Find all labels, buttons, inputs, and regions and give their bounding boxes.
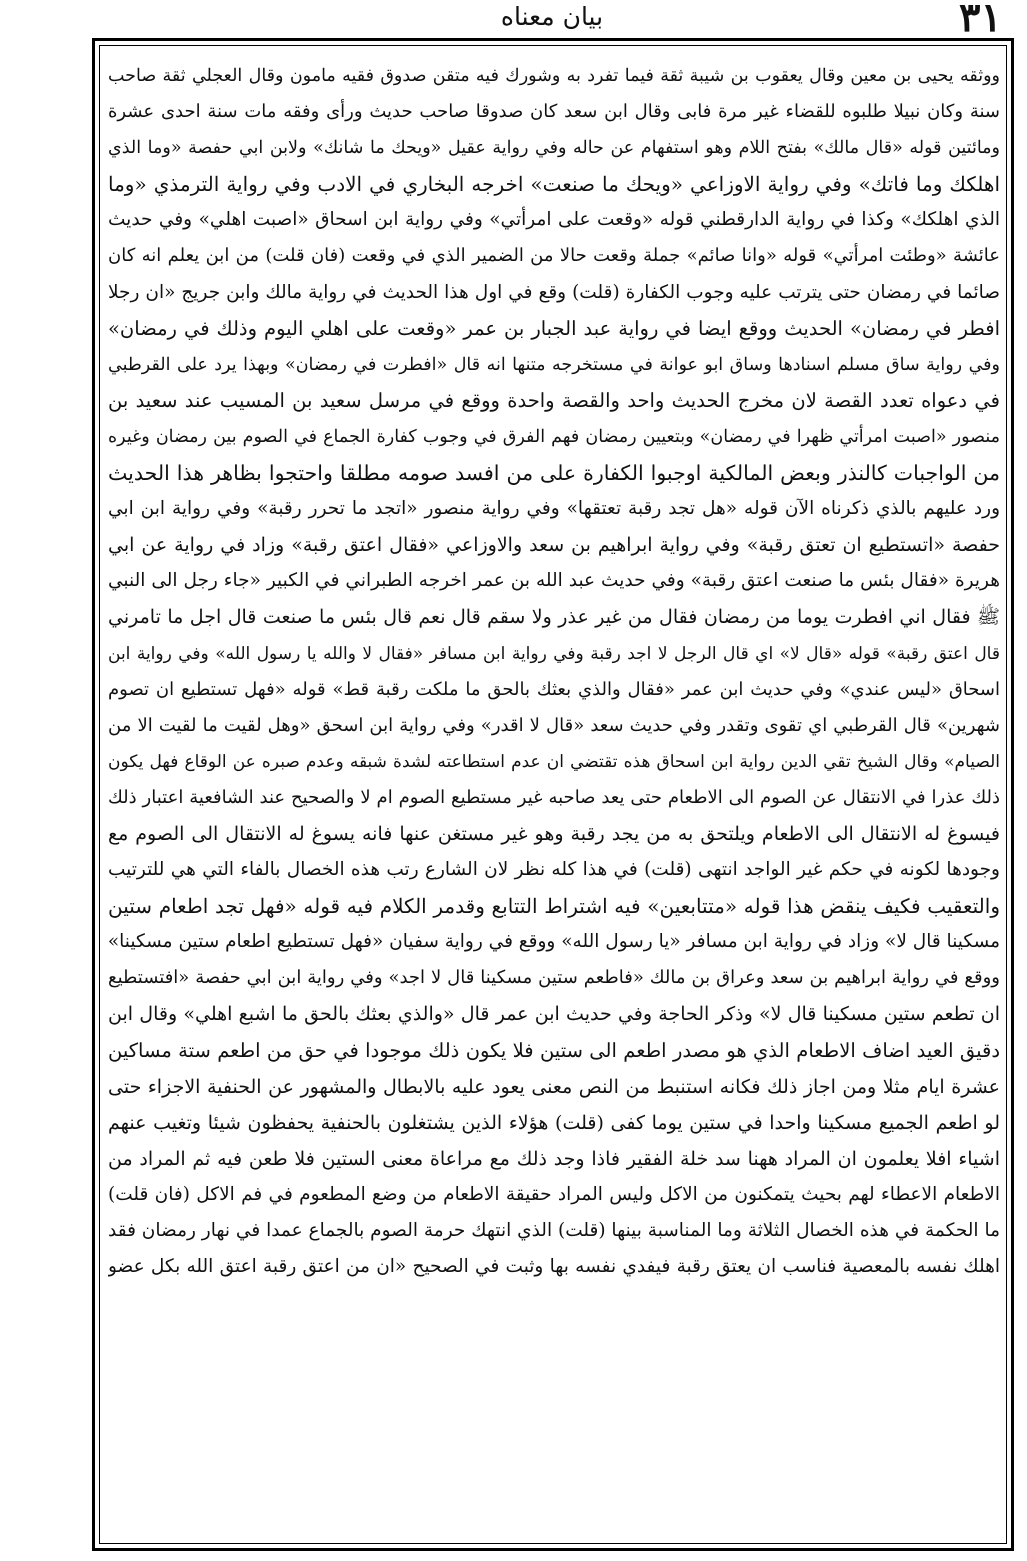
text-line: قال اعتق رقبة» قوله «قال لا» اي قال الرجل لا اجد رقبة وفي رواية ابن مسافر «فقال لا والله يا رسول الله» وفي رواية ابن [108,643,1000,664]
text-line: من الواجبات كالنذر وبعض المالكية اوجبوا الكفارة على من افسد صومه مطلقا واحتجوا بظاهر هذا الحديث [108,461,1000,486]
text-line: الصيام» وقال الشيخ تقي الدين رواية ابن اسحاق هذه تقتضي ان عدم استطاعته لشدة شبقه وعدم صبره عن الوقاع فهل يكون [108,751,1000,772]
text-line: في دعواه تعدد القصة لان مخرج الحديث واحد والقصة واحدة ووقع في مرسل سعيد بن المسيب عند سعيد بن [108,388,1000,412]
text-line: الذي اهلكك» وكذا في رواية الدارقطني قوله «وقعت على امرأتي» وفي رواية ابن اسحاق «اصبت اهلي» وفي حديث [108,209,1000,231]
text-line: صائما في رمضان حتى يترتب عليه وجوب الكفارة (قلت) وقع في اول هذا الحديث في رواية مالك وابن جريج «ان رجلا [108,281,1000,303]
text-line: الاطعام الاعطاء لهم بحيث يتمكنون من الاكل وليس المراد حقيقة الاطعام من وضع المطعوم في فم الاكل (فان قلت) [108,1183,1000,1205]
text-line: اهلكك وما فاتك» وفي رواية الاوزاعي «ويحك ما صنعت» اخرجه البخاري في الادب وفي رواية الترمذي «وما [108,172,1000,197]
text-line: شهرين» قال القرطبي اي تقوى وتقدر وفي حديث سعد «قال لا اقدر» وفي رواية ابن اسحق «وهل لقيت ما لقيت الا من [108,714,1000,736]
text-line: ذلك عذرا في الانتقال عن الصوم الى الاطعام حتى يعد صاحبه غير مستطيع الصوم ام لا والصحيح عند الشافعية اعتبار ذلك [108,786,1000,808]
text-line: دقيق العيد اضاف الاطعام الذي هو مصدر اطعم الى ستين فلا يكون ذلك موجودا في حق من اطعم ستة مساكين [108,1038,1000,1062]
text-line: اهلك نفسه بالمعصية فناسب ان يعتق رقبة فيفدي نفسه بها وثبت في الصحيح «ان من اعتق رقبة اعتق الله بكل عضو [108,1256,1000,1278]
text-line: سنة وكان نبيلا طلبوه للقضاء غير مرة فابى وقال ابن سعد كان صدوقا صاحب حديث ورأى وفقه مات سنة احدى عشرة [108,101,1000,123]
body-text [108,58,1000,1540]
text-line: ما الحكمة في هذه الخصال الثلاثة وما المناسبة بينها (قلت) الذي انتهك حرمة الصوم بالجماع عمدا في نهار رمضان فقد [108,1220,1000,1241]
running-title: بيان معناه [500,2,604,31]
text-line: افطر في رمضان» الحديث ووقع ايضا في رواية عبد الجبار بن عمر «وقعت على اهلي اليوم وذلك في رمضان» [108,316,1000,340]
text-line: منصور «اصبت امرأتي ظهرا في رمضان» وبتعيين رمضان فهم الفرق في وجوب كفارة الجماع في الصوم بين رمضان وغيره [108,426,1000,447]
text-line: لو اطعم الجميع مسكينا واحدا في ستين يوما كفى (قلت) هؤلاء الذين يشتغلون بالحنفية يحفظون شيئا وتغيب عنهم [108,1111,1000,1134]
text-line: عائشة «وطئت امرأتي» قوله «وانا صائم» جملة وقعت حالا من الضمير الذي في وقعت (فان قلت) من ابن يعلم انه كان [108,245,1000,267]
page-header [88,0,1016,41]
text-line: وجودها لكونه في حكم غير الواجد انتهى (قلت) في هذا كله نظر لان الشارع رتب هذه الخصال بالفاء التي هي للترتيب [108,859,1000,881]
text-line: مسكينا قال لا» وزاد في رواية ابن مسافر «يا رسول الله» ووقع في رواية سفيان «فهل تستطيع اطعام ستين مسكينا» [108,931,1000,953]
text-line: ان تطعم ستين مسكينا قال لا» وذكر الحاجة وفي حديث ابن عمر قال «والذي بعثك بالحق ما اشبع اهلي» وقال ابن [108,1003,1000,1026]
page-number: ٣١ [959,0,1002,41]
text-line: اشياء افلا يعلمون ان المراد ههنا سد خلة الفقير فاذا وجد ذلك مع مراعاة معنى الستين فلا طعن فيه ثم المراد من [108,1147,1000,1170]
text-line: ووثقه يحيى بن معين وقال يعقوب بن شيبة ثقة فيما تفرد به وشورك فيه متقن صدوق فقيه مامون وقال العجلي ثقة صاحب [108,66,1000,86]
text-line: ومائتين قوله «قال مالك» بفتح اللام وهو استفهام عن حاله وفي رواية عقيل «ويحك ما شانك» ولابن ابي حفصة «وما الذي [108,138,1000,159]
text-line: وفي رواية ساق مسلم اسنادها وساق ابو عوانة في مستخرجه متنها انه قال «افطرت في رمضان» وبهذا يرد على القرطبي [108,354,1000,375]
text-line: والتعقيب فكيف ينقض هذا قوله «متتابعين» فيه اشتراط التتابع وقدمر الكلام فيه قوله «فهل تجد اطعام ستين [108,894,1000,919]
text-line: هريرة «فقال بئس ما صنعت اعتق رقبة» وفي حديث عبد الله بن عمر اخرجه الطبراني في الكبير «جاء رجل الى النبي [108,570,1000,592]
text-line: حفصة «اتستطيع ان تعتق رقبة» وفي رواية ابراهيم بن سعد والاوزاعي «فقال اعتق رقبة» وزاد في رواية عن ابي [108,534,1000,557]
text-line: ووقع في رواية ابراهيم بن سعد وعراق بن مالك «فاطعم ستين مسكينا قال لا اجد» وفي رواية ابن ابي حفصة «افتستطيع [108,967,1000,989]
text-line: فيسوغ له الانتقال الى الاطعام ويلتحق به من يجد رقبة وهو غير مستغن عنها فانه يسوغ له الانتقال الى الصوم مع [108,822,1000,845]
text-line: ورد عليهم بالذي ذكرناه الآن قوله «هل تجد رقبة تعتقها» وفي رواية منصور «اتجد ما تحرر رقبة» وفي رواية ابن ابي [108,498,1000,520]
text-line: عشرة ايام مثلا ومن اجاز ذلك فكانه استنبط من النص معنى يعود عليه بالابطال والمشهور عن الحنفية الاجزاء حتى [108,1075,1000,1098]
text-line: ﷺ فقال اني افطرت يوما من رمضان فقال من غير عذر ولا سقم قال نعم قال بئس ما صنعت قال اجل ما تامرني [108,606,1000,629]
text-line: اسحاق «ليس عندي» وفي حديث ابن عمر «فقال والذي بعثك بالحق ما ملكت رقبة قط» قوله «فهل تستطيع ان تصوم [108,678,1000,700]
